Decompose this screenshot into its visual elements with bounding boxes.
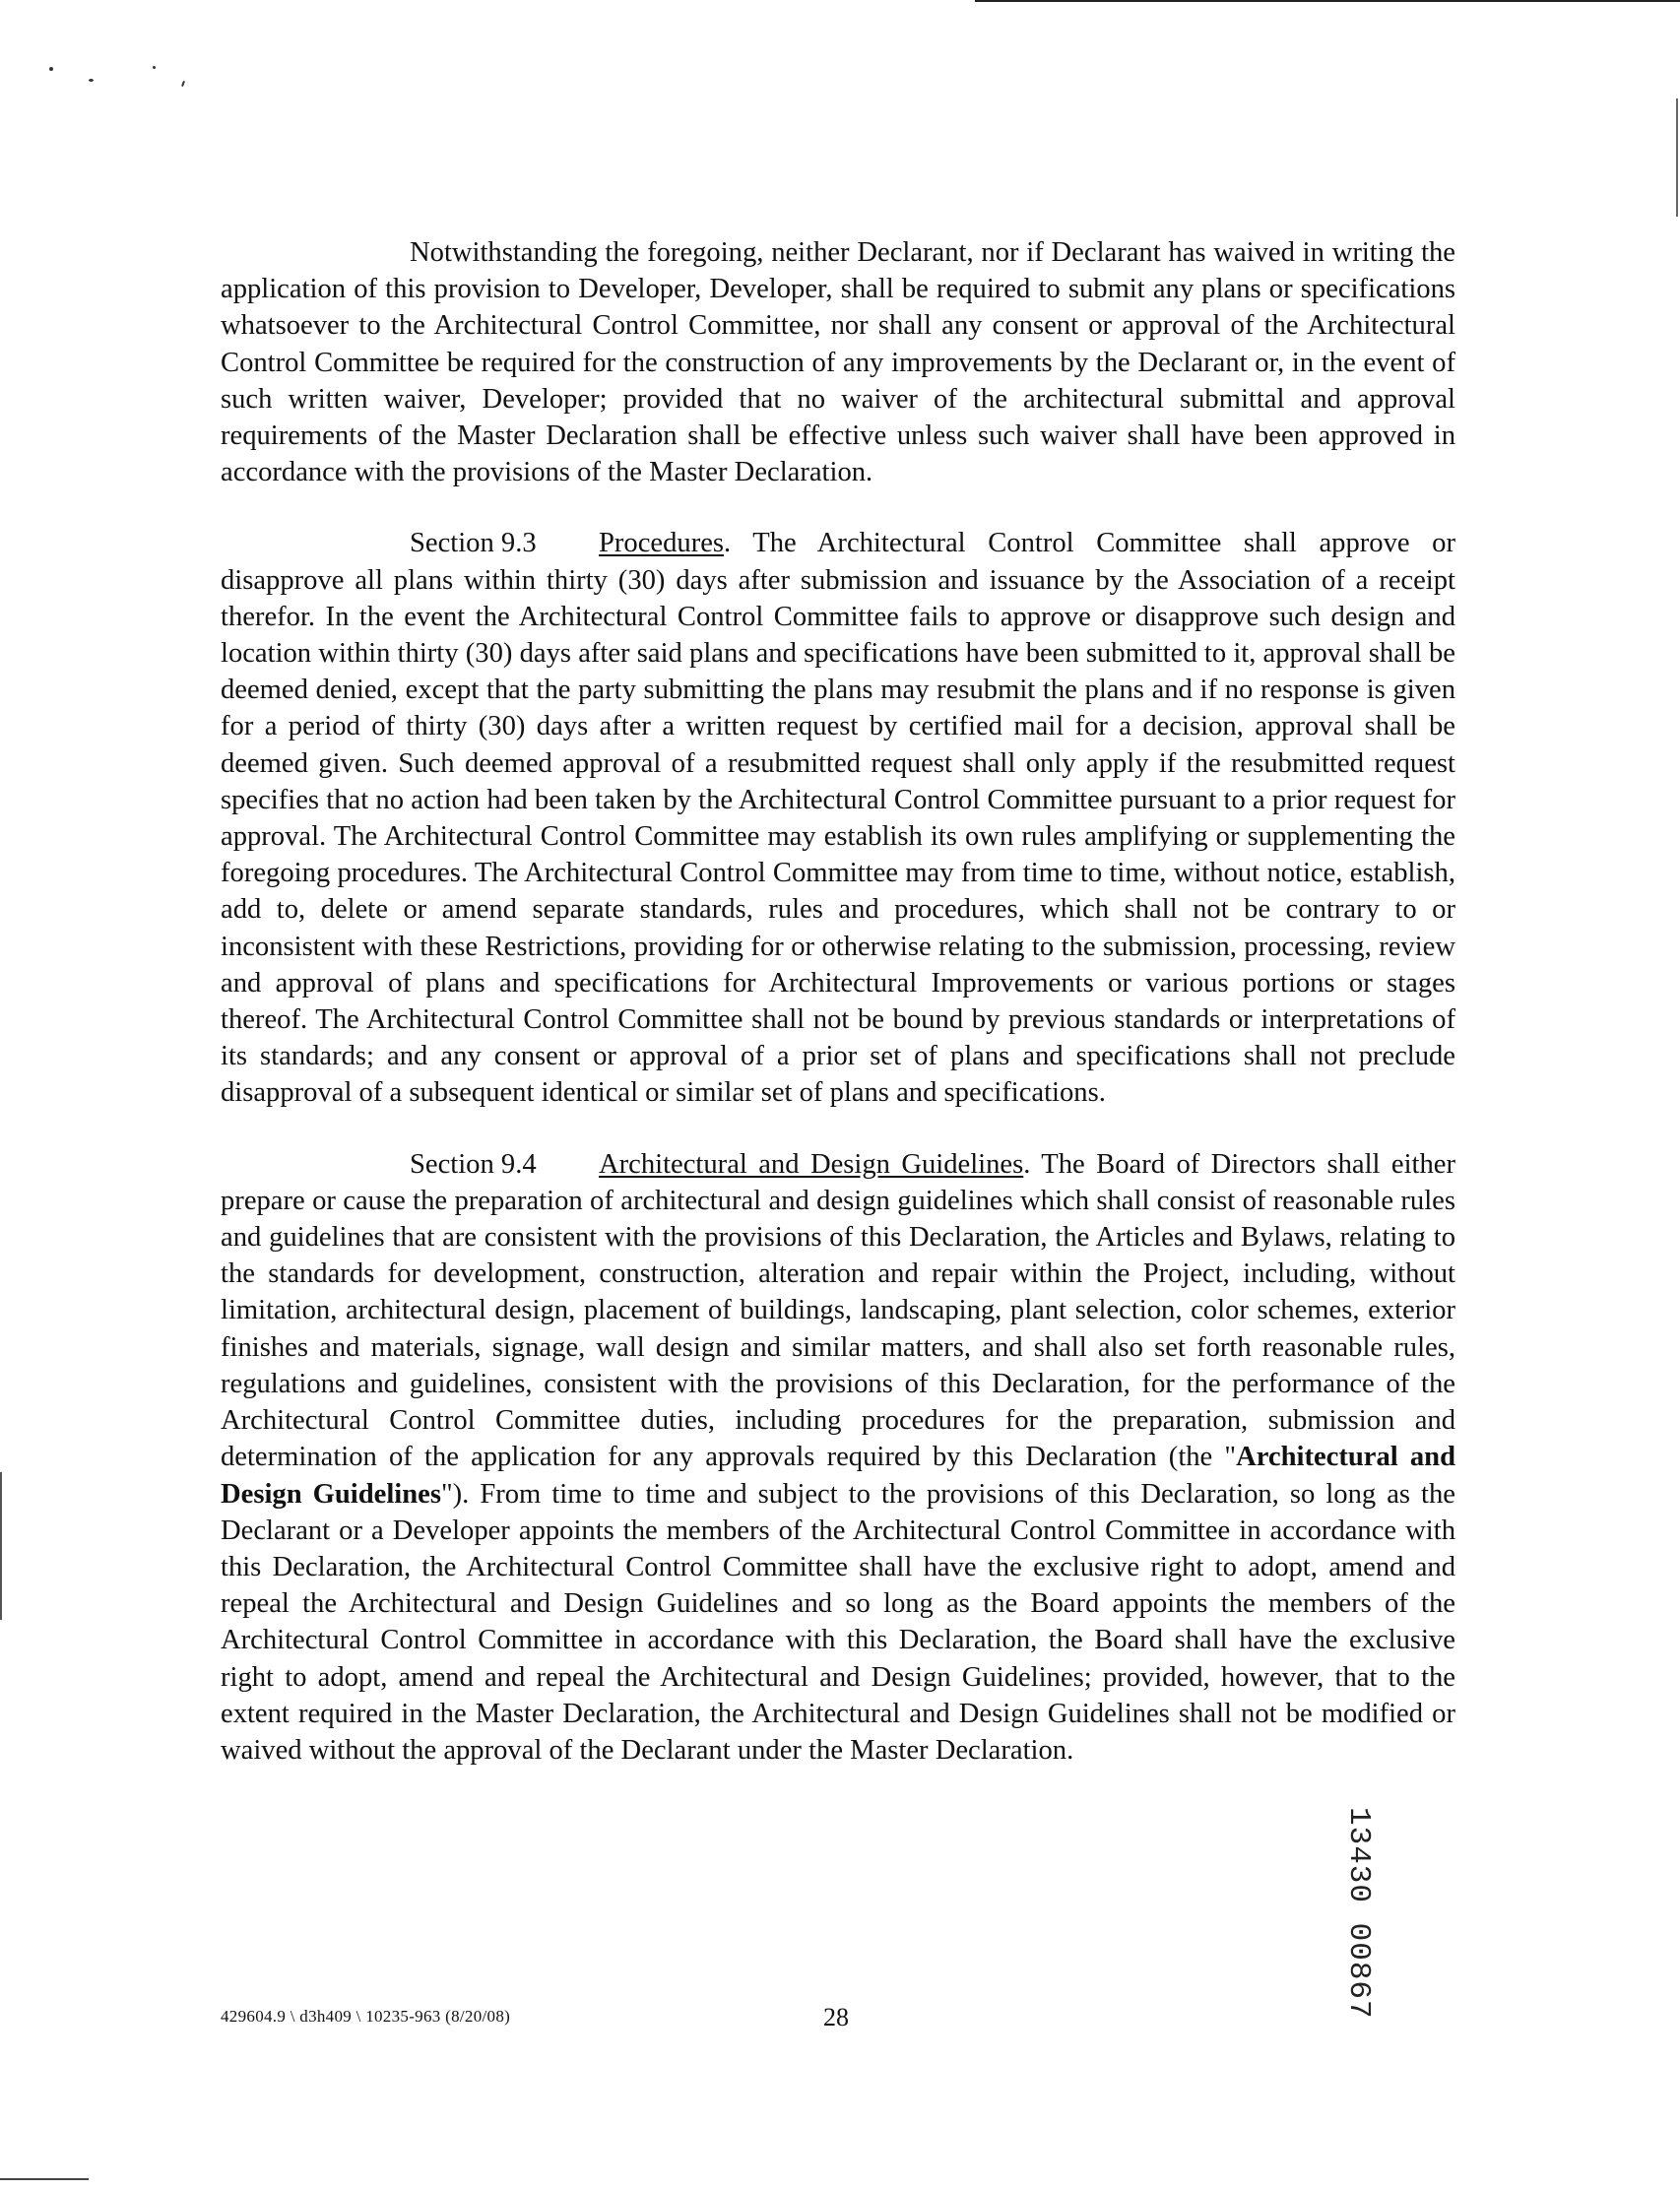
- paragraph-notwithstanding: Notwithstanding the foregoing, neither Declarant, nor if Declarant has waived in writing the application of this provision to Developer, Developer, shall be required to submit any plans or specifications whatsoever to the Architectural Control Committee, nor shall any consent or approval of the Architectural Control Committee be required for the construction of any improvements by the Declarant or, in the event of such written waiver, Developer; provided that no waiver of the architectural submittal and approval requirements of the Master Declaration shall be effective unless such waiver shall have been approved in accordance with the provisions of the Master Declaration.: [221, 237, 1455, 488]
- scan-edge-bottom: [0, 2178, 89, 2180]
- section-9-3: [221, 525, 1455, 1111]
- page-number: 28: [823, 2003, 849, 2031]
- section-number: Section 9.3: [410, 528, 537, 559]
- section-text-before: . The Board of Directors shall either prepare or cause the preparation of architectural and design guidelines which shall consist of reasonable rules and guidelines that are consistent with the provisions of this Declaration, the Articles and Bylaws, relating to the standards for development, construction, alteration and repair within the Project, including, without limitation, architectural design, placement of buildings, landscaping, plant selection, color schemes, exterior finishes and materials, signage, wall design and similar matters, and shall also set forth reasonable rules, regulations and guidelines, consistent with the provisions of this Declaration, for the performance of the Architectural Control Committee duties, including procedures for the preparation, submission and determination of the application for any approvals required by this Declaration (the ": [221, 1148, 1455, 1473]
- footer-document-code: 429604.9 \ d3h409 \ 10235-963 (8/20/08): [221, 2007, 511, 2026]
- defined-term: Architectural and Design Guidelines: [221, 1442, 1455, 1510]
- scan-edge-right: [1676, 98, 1678, 217]
- scan-speck: [49, 67, 53, 71]
- scan-speck: [153, 66, 156, 69]
- section-text: . The Architectural Control Committee shall approve or disapprove all plans within thirty (30) days after submission and issuance by the Association of a receipt therefor. In the event the Architectural Control Committee fails to approve or disapprove such design and location within thirty (30) days after said plans and specifications have been submitted to it, approval shall be deemed denied, except that the party submitting the plans may resubmit the plans and if no response is given for a period of thirty (30) days after a written request by certified mail for a decision, approval shall be deemed given. Such deemed approval of a resubmitted request shall only apply if the resubmitted request specifies that no action had been taken by the Architectural Control Committee pursuant to a prior request for approval. The Architectural Control Committee may establish its own rules amplifying or supplementing the foregoing procedures. The Architectural Control Committee may from time to time, without notice, establish, add to, delete or amend separate standards, rules and procedures, which shall not be contrary to or inconsistent with these Restrictions, providing for or otherwise relating to the submission, processing, review and approval of plans and specifications for Architectural Improvements or various portions or stages thereof. The Architectural Control Committee shall not be bound by previous standards or interpretations of its standards; and any consent or approval of a prior set of plans and specifications shall not preclude disapproval of a subsequent identical or similar set of plans and specifications.: [221, 528, 1455, 1109]
- recording-stamp: 13430 00867: [1341, 1807, 1376, 2020]
- document-body: [221, 234, 1455, 1769]
- scan-edge-top: [975, 0, 1680, 2]
- scan-edge-left: [0, 1472, 2, 1620]
- section-text-after: "). From time to time and subject to the provisions of this Declaration, so long as the Declarant or a Developer appoints the members of the Architectural Control Committee in accordance with this Declaration, the Architectural Control Committee shall have the exclusive right to adopt, amend and repeal the Architectural and Design Guidelines and so long as the Board appoints the members of the Architectural Control Committee in accordance with this Declaration, the Board shall have the exclusive right to adopt, amend and repeal the Architectural and Design Guidelines; provided, however, that to the extent required in the Master Declaration, the Architectural and Design Guidelines shall not be modified or waived without the approval of the Declarant under the Master Declaration.: [221, 1478, 1455, 1766]
- section-title: Architectural and Design Guidelines: [599, 1148, 1024, 1180]
- section-9-4: [221, 1146, 1455, 1769]
- section-number: Section 9.4: [410, 1148, 537, 1180]
- scan-speck: [181, 81, 185, 87]
- scan-speck: [89, 79, 94, 82]
- section-title: Procedures: [599, 528, 725, 559]
